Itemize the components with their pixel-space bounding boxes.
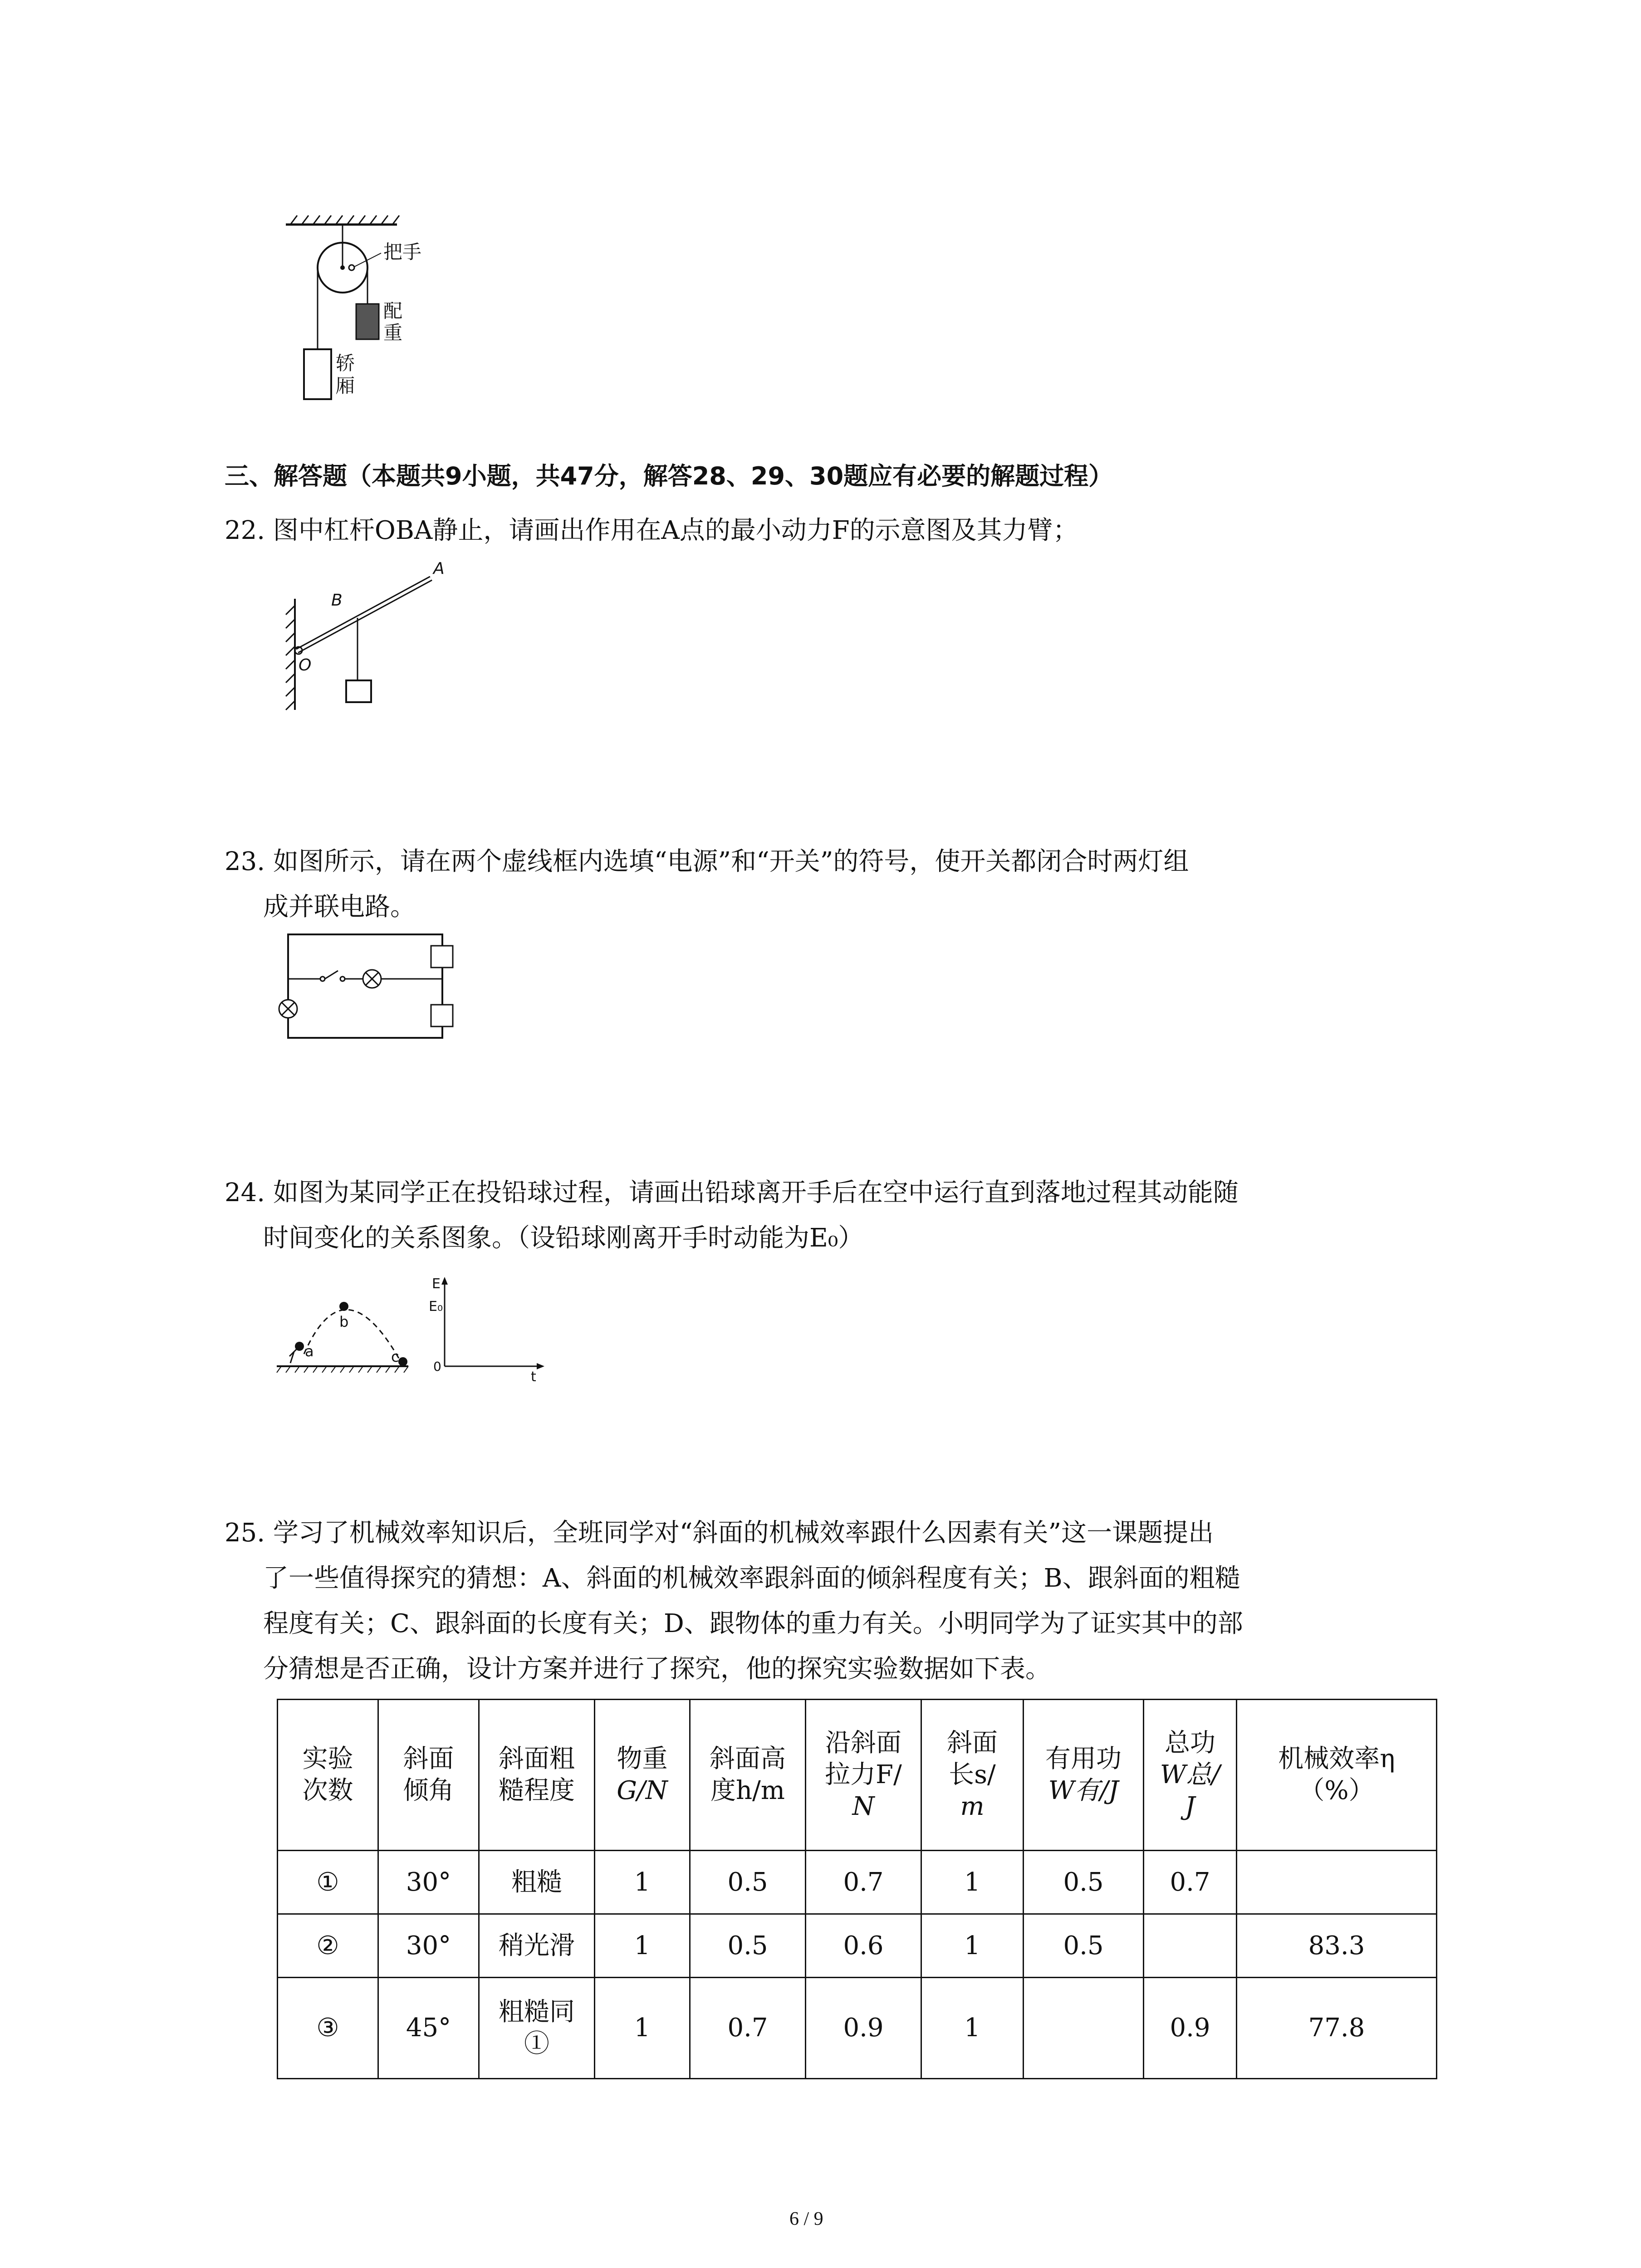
- cell: 0.5: [690, 1851, 806, 1914]
- label-a: a: [305, 1343, 314, 1360]
- cell: [1237, 1851, 1437, 1914]
- table-header-row: [278, 1700, 1437, 1851]
- counterweight-label-1: 配: [383, 300, 403, 322]
- header-angle: 斜面 倾角: [378, 1700, 479, 1851]
- experiment-data-table: [277, 1699, 1437, 2079]
- header-roughness: 斜面粗 糙程度: [479, 1700, 595, 1851]
- header-useful-work: 有用功 W有/J: [1024, 1700, 1144, 1851]
- table-row: [278, 1851, 1437, 1914]
- q24-line1: 24. 如图为某同学正在投铅球过程，请画出铅球离开手后在空中运行直到落地过程其动能随: [225, 1178, 1239, 1207]
- table-row: [278, 1978, 1437, 2079]
- axis-t-label: t: [531, 1369, 536, 1383]
- cell: 1: [595, 1978, 690, 2079]
- q25-line1: 25. 学习了机械效率知识后，全班同学对“斜面的机械效率跟什么因素有关”这一课题提出: [225, 1518, 1214, 1548]
- cell: 0.7: [690, 1978, 806, 2079]
- cell: 1: [595, 1914, 690, 1978]
- cell: 粗糙: [479, 1851, 595, 1914]
- page-number: 6 / 9: [789, 2209, 823, 2229]
- q22-text: 22. 图中杠杆OBA静止，请画出作用在A点的最小动力F的示意图及其力臂；: [225, 516, 1078, 545]
- table-row: [278, 1914, 1437, 1978]
- q23-line1: 23. 如图所示，请在两个虚线框内选填“电源”和“开关”的符号，使开关都闭合时两灯组: [225, 847, 1189, 876]
- header-height: 斜面高 度h/m: [690, 1700, 806, 1851]
- axis-E-label: E: [432, 1276, 441, 1292]
- cell: 0.6: [806, 1914, 921, 1978]
- label-b: b: [339, 1313, 349, 1330]
- car-label-1: 轿: [336, 352, 355, 374]
- cell: 0.9: [806, 1978, 921, 2079]
- cell: 0.7: [806, 1851, 921, 1914]
- cell: 0.5: [690, 1914, 806, 1978]
- cell: 0.5: [1024, 1914, 1144, 1978]
- cell: ③: [278, 1978, 378, 2079]
- header-total-work: 总功 W总/ J: [1144, 1700, 1237, 1851]
- cell: 稍光滑: [479, 1914, 595, 1978]
- cell: 1: [921, 1914, 1024, 1978]
- cell: 30°: [378, 1851, 479, 1914]
- cell: 45°: [378, 1978, 479, 2079]
- handle-label: 把手: [383, 241, 422, 263]
- circuit-figure: [270, 925, 460, 1048]
- q25-line3: 程度有关；C、跟斜面的长度有关；D、跟物体的重力有关。小明同学为了证实其中的部: [263, 1609, 1243, 1638]
- cell: [1144, 1914, 1237, 1978]
- section-heading: 三、解答题（本题共9小题，共47分，解答28、29、30题应有必要的解题过程）: [225, 462, 1113, 490]
- header-pull-force: 沿斜面 拉力F/ N: [806, 1700, 921, 1851]
- q23-line2: 成并联电路。: [263, 892, 416, 922]
- header-efficiency: 机械效率η （%）: [1237, 1700, 1437, 1851]
- cell: [1024, 1978, 1144, 2079]
- pulley-elevator-figure: [272, 213, 463, 413]
- shot-put-figure: [272, 1266, 554, 1383]
- axis-origin-label: 0: [433, 1359, 441, 1374]
- cell: 1: [921, 1978, 1024, 2079]
- label-c: c: [391, 1348, 399, 1365]
- point-A-label: A: [433, 559, 445, 578]
- header-length: 斜面 长s/ m: [921, 1700, 1024, 1851]
- counterweight-label-2: 重: [383, 322, 403, 344]
- header-weight: 物重 G/N: [595, 1700, 690, 1851]
- axis-E0-label: E₀: [429, 1299, 443, 1315]
- cell: 77.8: [1237, 1978, 1437, 2079]
- q25-line2: 了一些值得探究的猜想：A、斜面的机械效率跟斜面的倾斜程度有关；B、跟斜面的粗糙: [263, 1564, 1240, 1593]
- cell: 0.7: [1144, 1851, 1237, 1914]
- cell: 83.3: [1237, 1914, 1437, 1978]
- cell: ①: [278, 1851, 378, 1914]
- cell: 粗糙同①: [479, 1978, 595, 2079]
- cell: 0.5: [1024, 1851, 1144, 1914]
- car-label-2: 厢: [336, 375, 355, 397]
- cell: 0.9: [1144, 1978, 1237, 2079]
- cell: ②: [278, 1914, 378, 1978]
- cell: 30°: [378, 1914, 479, 1978]
- lever-figure: [272, 553, 463, 717]
- header-trial: 实验 次数: [278, 1700, 378, 1851]
- cell: 1: [921, 1851, 1024, 1914]
- q25-line4: 分猜想是否正确，设计方案并进行了探究，他的探究实验数据如下表。: [263, 1654, 1051, 1684]
- cell: 1: [595, 1851, 690, 1914]
- point-O-label: O: [299, 656, 312, 675]
- point-B-label: B: [331, 591, 343, 610]
- q24-line2: 时间变化的关系图象。（设铅球刚离开手时动能为E₀）: [263, 1223, 864, 1253]
